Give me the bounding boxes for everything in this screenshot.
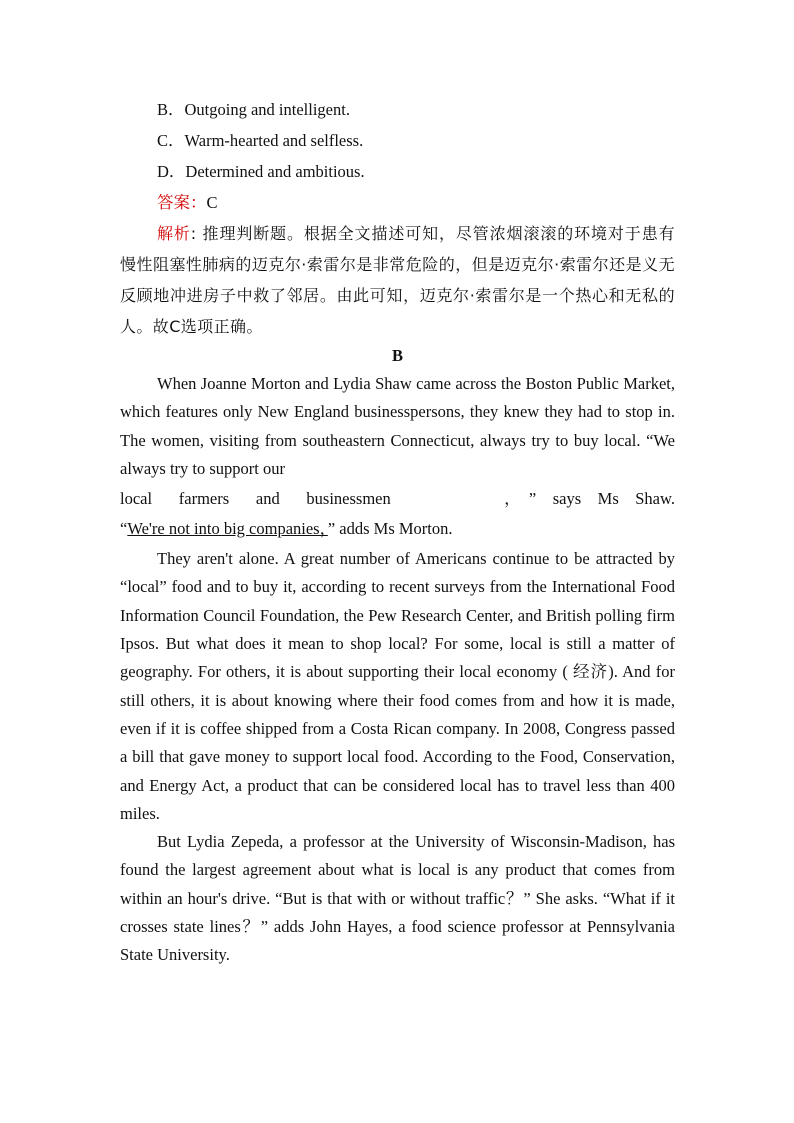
- paragraph-1-line-5: [120, 483, 675, 514]
- paragraph-1-line-6: [120, 514, 675, 544]
- document-content: [120, 94, 675, 970]
- quote-tail: ， ” says Ms Shaw.: [504, 489, 675, 509]
- paragraph-2: They aren't alone. A great number of Americans continue to be attracted by “local” food and to buy it, according to recent surveys from the International Food Information Council Foundation, the Pew Research Center, and British polling firm Ipsos. But what does it mean to shop local? For some, local is still a matter of geography. For others, it is about supporting their local economy ( 经济). And for still others, it is about knowing where their food comes from and how it is made, even if it is coffee shipped from a Costa Rican company. In 2008, Congress passed a bill that gave money to support local food. According to the Food, Conservation, and Energy Act, a product that can be considered local has to travel less than 400 miles.: [120, 549, 675, 823]
- section-title: B: [391, 346, 403, 365]
- underlined-quote: We're not into big companies，: [127, 519, 328, 539]
- blank-gap: [417, 484, 477, 514]
- analysis-text: : 推理判断题。根据全文描述可知，尽管浓烟滚滚的环境对于患有慢性阻塞性肺病的迈克尔·索雷尔是非常危险的，但是迈克尔·索雷尔还是义无反顾地冲进房子中救了邻居。由此可知，迈克尔·索雷尔是一个热心和无私的人。故C选项正确。: [120, 224, 675, 336]
- answer-label: 答案: [157, 193, 190, 212]
- paragraph-1: When Joanne Morton and Lydia Shaw came across the Boston Public Market, which features only New England businesspersons, they knew they had to stop in. The women, visiting from southeastern Connecticut, always try to buy local. “We always try to support our: [120, 374, 675, 478]
- option-b: B．Outgoing and intelligent.: [157, 100, 350, 119]
- analysis-label: 解析: [157, 224, 191, 243]
- paragraph-3: But Lydia Zepeda, a professor at the University of Wisconsin-Madison, has found the largest agreement about what is local is any product that comes from within an hour's drive. “But is that with or without traffic？” She asks. “What if it crosses state lines？” adds John Hayes, a food science professor at Pennsylvania State University.: [120, 832, 675, 965]
- answer-line: [120, 187, 675, 218]
- word-and: and: [255, 489, 280, 509]
- option-c: C．Warm-hearted and selfless.: [157, 131, 364, 150]
- word-businessmen: businessmen: [306, 489, 391, 509]
- quote-attribution: ” adds Ms Morton.: [327, 519, 453, 539]
- word-farmers: farmers: [178, 489, 230, 509]
- answer-value: C: [206, 193, 218, 212]
- analysis-paragraph: [120, 218, 675, 342]
- answer-separator: ：: [190, 193, 207, 212]
- word-local: local: [120, 489, 153, 509]
- open-quote: “: [120, 519, 128, 539]
- option-d: D．Determined and ambitious.: [157, 162, 365, 181]
